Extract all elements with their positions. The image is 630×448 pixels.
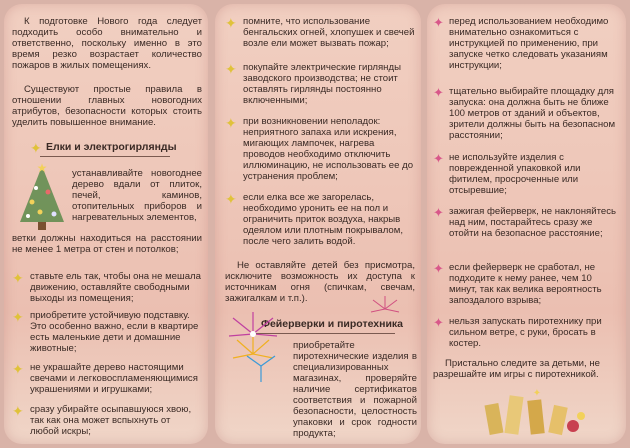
- list-item: если елка все же загорелась, необходимо уронить ее на пол и ограничить приток воздуха, накрыв одеялом или плотным покрывалом, после чего залить водой.: [243, 192, 403, 247]
- list-item: не украшайте дерево настоящими свечами и легковоспламеняющимися украшениями и игрушками;: [30, 362, 198, 395]
- list-item: сразу убирайте осыпавшуюся хвою, так как она может вспыхнуть от любой искры;: [30, 404, 192, 437]
- intro-paragraph: К подготовке Нового года следует подходить особо внимательно и ответственно, поскольку именно в это время резко возрастает количество пожаров в жилых помещениях.: [12, 16, 202, 71]
- list-item: помните, что использование бенгальских огней, хлопушек и свечей возле ели может вызвать пожар;: [243, 16, 415, 49]
- fireworks-icon: [223, 304, 291, 384]
- closing-paragraph: Пристально следите за детьми, не разрешайте им игры с пиротехникой.: [433, 358, 600, 380]
- list-item: нельзя запускать пиротехнику при сильном ветре, с руки, бросать в костер.: [449, 316, 602, 349]
- list-item: тщательно выбирайте площадку для запуска: она должна быть не ближе 100 метров от зданий и объектов, зрители должны быть на безопасном расстоянии;: [449, 86, 616, 141]
- list-item: зажигая фейерверк, не наклоняйтесь над ним, постарайтесь сразу же отойти на безопасное расстояние;: [449, 206, 616, 239]
- note-paragraph: Не оставляйте детей без присмотра, исключите возможность их доступа к источникам огня (спичкам, свечам, зажигалкам и т.п.).: [225, 260, 415, 304]
- star-icon: ✦: [433, 205, 444, 220]
- star-icon: ✦: [433, 15, 444, 30]
- star-icon: ✦: [30, 140, 42, 156]
- star-icon: ✦: [433, 85, 444, 100]
- pyro-text: приобретайте пиротехнические изделия в специализированных магазинах, проверяйте наличие сертификатов соответствия и пожарной безопасности, целостность упаковки и срок годности продукта;: [293, 340, 417, 439]
- list-item: при возникновении неполадок: неприятного запаха или искрения, мигающих лампочек, нагрева проводов необходимо отключить иллюминацию, не использовать ее до устранения проблем;: [243, 116, 414, 182]
- star-icon: ✦: [433, 151, 444, 166]
- svg-text:✦: ✦: [532, 388, 542, 399]
- star-icon: ✦: [12, 361, 24, 377]
- heading-underline: [40, 156, 170, 157]
- star-icon: ✦: [225, 15, 237, 31]
- svg-text:★: ★: [36, 162, 48, 175]
- section-heading-fireworks: Фейерверки и пиротехника: [261, 318, 404, 330]
- tree-text: устанавливайте новогоднее дерево вдали от плиток, печей, каминов, отопительных приборов и нагревательных элементов,: [72, 168, 202, 223]
- star-icon: ✦: [12, 403, 24, 419]
- intro-paragraph-2: Существуют простые правила в отношении главных новогодних атрибутов, безопасности которых стоить уделить повышенное внимание.: [12, 84, 202, 128]
- list-item: ставьте ель так, чтобы она не мешала движению, оставляйте свободными выходы из помещения;: [30, 271, 201, 304]
- panel-left: [4, 4, 208, 444]
- panel-middle: [215, 4, 421, 444]
- star-icon: ✦: [12, 270, 24, 286]
- star-icon: ✦: [225, 61, 237, 77]
- star-icon: ✦: [12, 309, 24, 325]
- fireworks-small-icon: [365, 294, 405, 324]
- tree-text-2: ветки должны находиться на расстоянии не менее 1 метра от стен и потолков;: [12, 233, 202, 255]
- christmas-tree-icon: [12, 162, 72, 234]
- festive-decoration-icon: [477, 386, 597, 438]
- list-item: если фейерверк не сработал, не подходите к нему ранее, чем 10 минут, так как велика вероятность запоздалого взрыва;: [449, 262, 602, 306]
- star-icon: ✦: [225, 115, 237, 131]
- panel-right: [427, 4, 626, 444]
- list-item: перед использованием необходимо внимательно ознакомиться с инструкцией по применению, при запуске четко следовать указаниям инструкции;: [449, 16, 609, 71]
- list-item: приобретите устойчивую подставку. Это особенно важно, если в квартире есть маленькие дети и домашние животные;: [30, 310, 199, 354]
- list-item: покупайте электрические гирлянды заводского производства; не стоит оставлять гирлянды постоянно включенными;: [243, 62, 401, 106]
- star-icon: ✦: [433, 315, 444, 330]
- star-icon: ✦: [225, 191, 237, 207]
- star-icon: ✦: [433, 261, 444, 276]
- list-item: не используйте изделия с поврежденной упаковкой или фитилем, просроченные или отсыревшие;: [449, 152, 581, 196]
- section-heading-trees: Елки и электрогирлянды: [46, 141, 177, 153]
